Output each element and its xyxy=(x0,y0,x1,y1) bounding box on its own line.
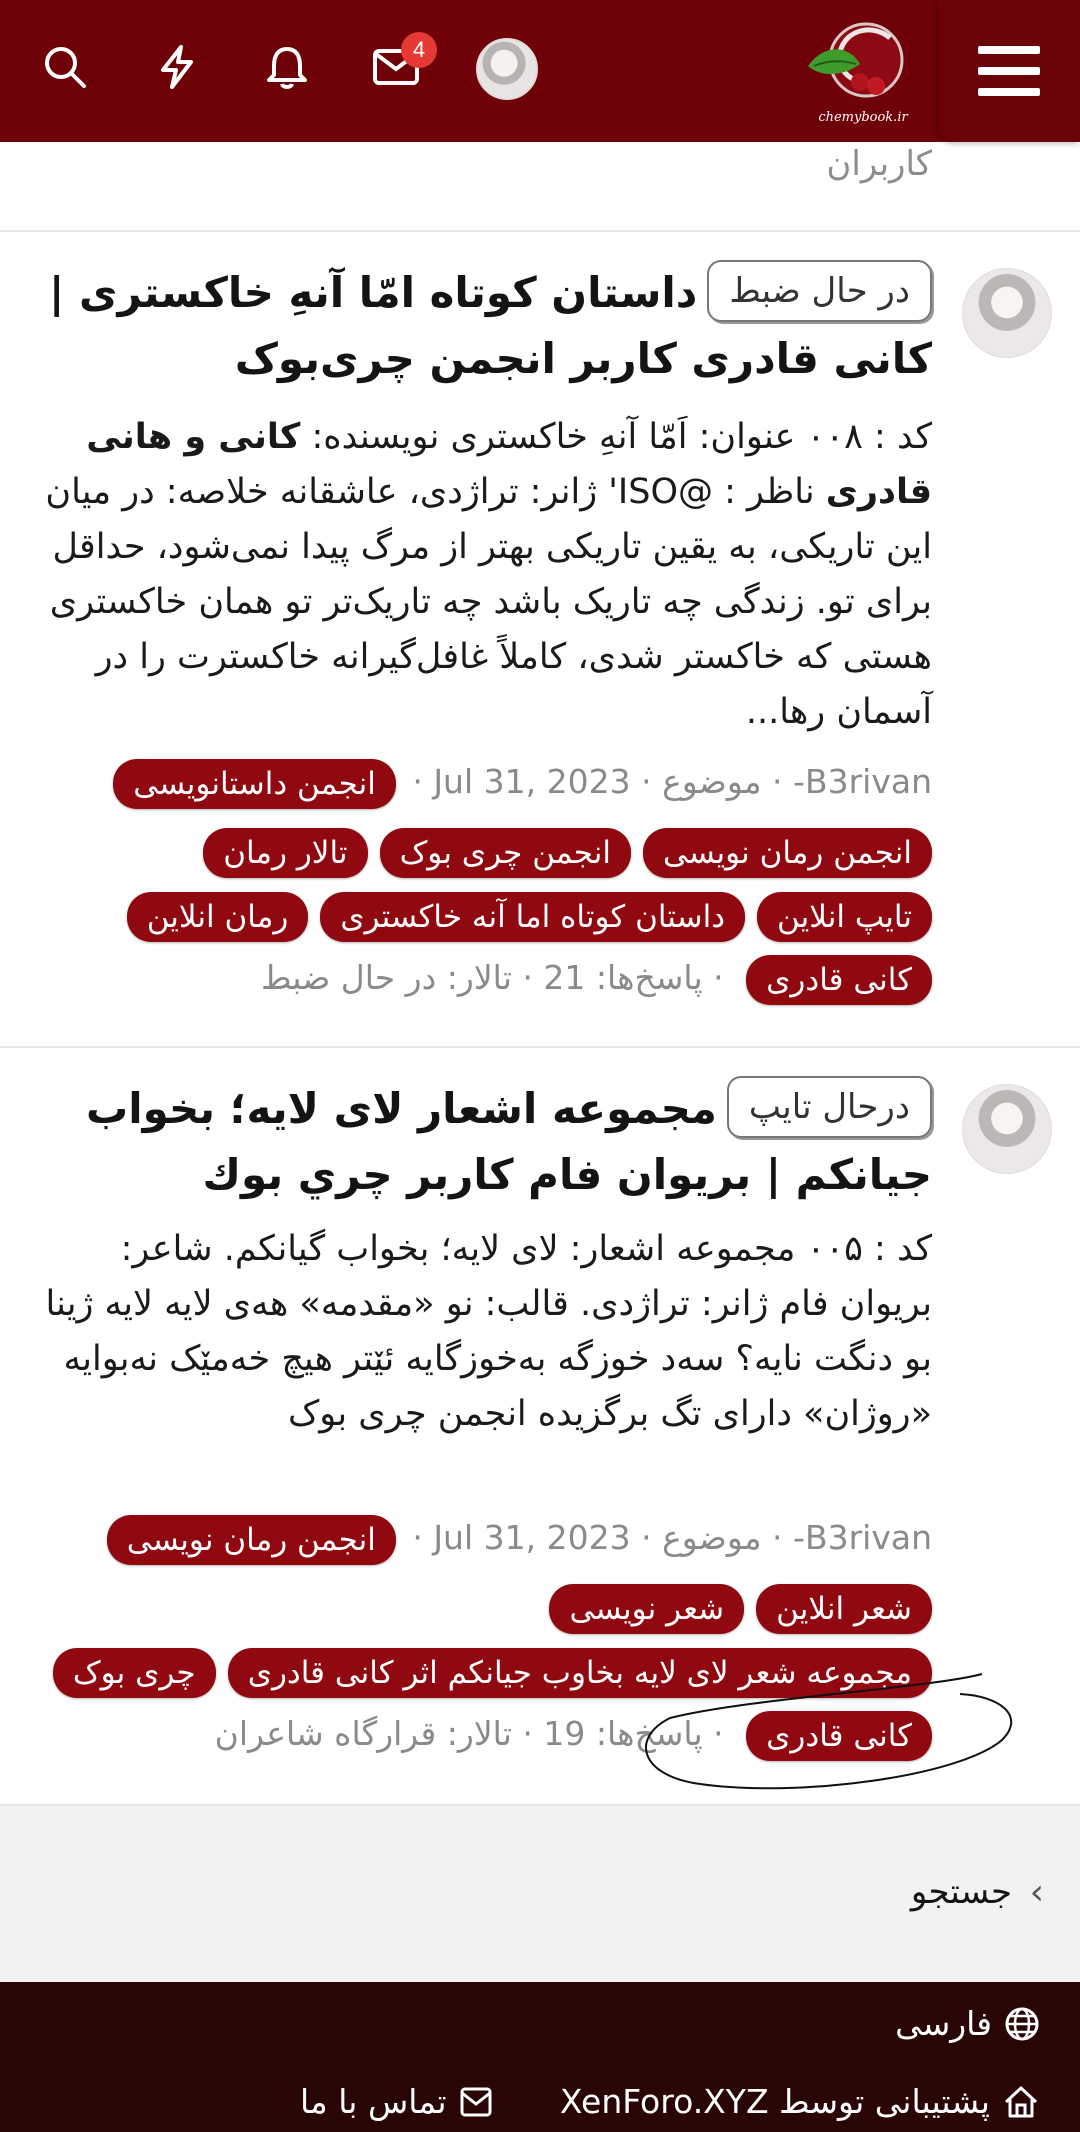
thread-snippet xyxy=(28,1222,932,1442)
search-icon xyxy=(42,44,88,90)
powered-by-link[interactable] xyxy=(560,2082,1040,2121)
thread-item xyxy=(0,1048,1080,1804)
menu-icon-bar xyxy=(978,67,1040,75)
forum-tag[interactable]: انجمن داستانویسی xyxy=(113,759,396,809)
bell-icon xyxy=(265,44,309,90)
thread-prefix-label[interactable]: درحال تایپ xyxy=(727,1076,932,1138)
thread-meta: B3rivan- · موضوع · Jul 31, 2023 · انجمن رمان نویسی xyxy=(28,1512,932,1565)
thread-prefix-label[interactable]: در حال ضبط xyxy=(707,260,932,322)
forum-label: تالار: xyxy=(446,958,512,997)
thread-type: موضوع xyxy=(662,762,762,801)
snippet-text: کد : ۰۰۸ عنوان: اَمّا آنهِ خاکستری نویسنده: xyxy=(300,417,932,457)
thread-date[interactable]: Jul 31, 2023 xyxy=(433,1518,631,1557)
tag[interactable]: انجمن رمان نویسی xyxy=(643,828,932,878)
thread-date[interactable]: Jul 31, 2023 xyxy=(433,762,631,801)
tag[interactable]: تالار رمان xyxy=(203,828,367,878)
powered-by-text: پشتیبانی توسط XenForo.XYZ xyxy=(559,2082,990,2121)
language-chooser[interactable] xyxy=(895,2004,1040,2043)
thread-stats: کانی قادری · پاسخ‌ها: 19 · تالار: قرارگاه شاعران xyxy=(28,1702,932,1766)
forum-link[interactable]: در حال ضبط xyxy=(260,958,437,997)
replies-label: پاسخ‌ها: xyxy=(595,1714,703,1753)
site-logo[interactable] xyxy=(798,14,928,130)
tag-list xyxy=(28,820,932,884)
forum-tag[interactable]: انجمن رمان نویسی xyxy=(107,1515,396,1565)
tag[interactable]: رمان انلاین xyxy=(127,892,309,942)
lightning-icon xyxy=(157,44,197,90)
thread-author-avatar[interactable] xyxy=(962,1084,1052,1174)
thread-title[interactable] xyxy=(24,260,932,392)
tag[interactable]: انجمن چری بوک xyxy=(380,828,631,878)
thread-title-text[interactable]: مجموعه اشعار لای لایه؛ بخواب جیانکم | بریوان فام کاربر چري بوك xyxy=(86,1084,932,1199)
menu-icon-bar xyxy=(978,88,1040,96)
contact-link[interactable] xyxy=(300,2082,493,2121)
reply-count: 21 xyxy=(543,958,586,997)
thread-snippet xyxy=(28,410,932,740)
search-button[interactable] xyxy=(38,40,92,94)
tag[interactable]: چری بوک xyxy=(53,1648,216,1698)
thread-title-text[interactable]: داستان کوتاه امّا آنهِ خاکستری | کانی قادری کاربر انجمن چری‌بوک xyxy=(48,268,932,383)
thread-author-avatar[interactable] xyxy=(962,268,1052,358)
annotation-scribble xyxy=(630,1658,1020,1808)
tag[interactable]: شعر نویسی xyxy=(549,1584,744,1634)
tag[interactable]: داستان کوتاه اما آنه خاکستری xyxy=(320,892,745,942)
tag[interactable]: کانی قادری xyxy=(746,1711,932,1761)
search-link[interactable]: جستجو xyxy=(910,1872,1012,1912)
menu-icon-bar xyxy=(978,46,1040,54)
inbox-count-badge: 4 xyxy=(401,32,437,68)
snippet-text: کد : ۰۰۵ مجموعه اشعار: لای لایه؛ بخواب گیانکم. شاعر: بریوان فام ژانر: تراژدی. قالب: نو «مقدمه» هەی لایه لایه ژینا بو دنگت نایه؟ سەد خوزگه بەخوزگایه ئێتر هیچ خەمێک نەبوایه «روژان» دارای تگ برگزیده انجمن چری بوک xyxy=(45,1229,932,1434)
whats-new-button[interactable] xyxy=(150,40,204,94)
thread-type: موضوع xyxy=(662,1518,762,1557)
tag[interactable]: شعر انلاین xyxy=(756,1584,932,1634)
tag[interactable]: کانی قادری xyxy=(746,955,932,1005)
globe-icon xyxy=(1004,2006,1040,2042)
forum-label: تالار: xyxy=(446,1714,512,1753)
footer xyxy=(0,1982,1080,2132)
chevron-left-icon: ‹ xyxy=(1029,1872,1044,1913)
snippet-bold-text: کانی و هانی قادری xyxy=(86,417,932,512)
thread-item xyxy=(0,232,1080,1046)
forum-link[interactable]: قرارگاه شاعران xyxy=(214,1714,437,1753)
thread-meta: B3rivan- · موضوع · Jul 31, 2023 · انجمن داستانویسی xyxy=(28,756,932,809)
language-label: فارسی xyxy=(895,2004,992,2043)
home-icon xyxy=(1002,2084,1040,2120)
contact-text: تماس با ما xyxy=(300,2082,447,2121)
hamburger-menu-button[interactable] xyxy=(938,0,1080,142)
thread-author[interactable]: B3rivan- xyxy=(793,1518,932,1557)
thread-author[interactable]: B3rivan- xyxy=(793,762,932,801)
tag[interactable]: تایپ انلاین xyxy=(757,892,932,942)
alerts-button[interactable] xyxy=(260,40,314,94)
top-app-bar xyxy=(0,0,1080,142)
logo-icon xyxy=(798,14,928,114)
thread-stats: کانی قادری · پاسخ‌ها: 21 · تالار: در حال ضبط xyxy=(28,946,932,1010)
section-label: کاربران xyxy=(826,144,932,184)
snippet-text: ناظر : @ISO' ژانر: تراژدی، عاشقانه خلاصه: در میان این تاریکی، به یقین تاریکی بهتر از مرگ پیدا نمی‌شود، حداقل برای تو. زندگی چه تاریک باشد چه تاریک‌تر تو همان خاکستری هستی که خاکستر شدی، کاملاً غافل‌گیرانه خاکسترت را در آسمان رها... xyxy=(45,472,932,732)
reply-count: 19 xyxy=(543,1714,586,1753)
tag-list xyxy=(28,1576,932,1640)
tag[interactable]: مجموعه شعر لای لایه بخاوب جیانکم اثر کانی قادری xyxy=(228,1648,932,1698)
mail-icon xyxy=(459,2086,493,2118)
user-avatar[interactable] xyxy=(476,38,538,100)
logo-text: chemybook.ir xyxy=(818,110,908,125)
tag-list xyxy=(28,884,932,948)
thread-title[interactable] xyxy=(24,1076,932,1208)
replies-label: پاسخ‌ها: xyxy=(595,958,703,997)
